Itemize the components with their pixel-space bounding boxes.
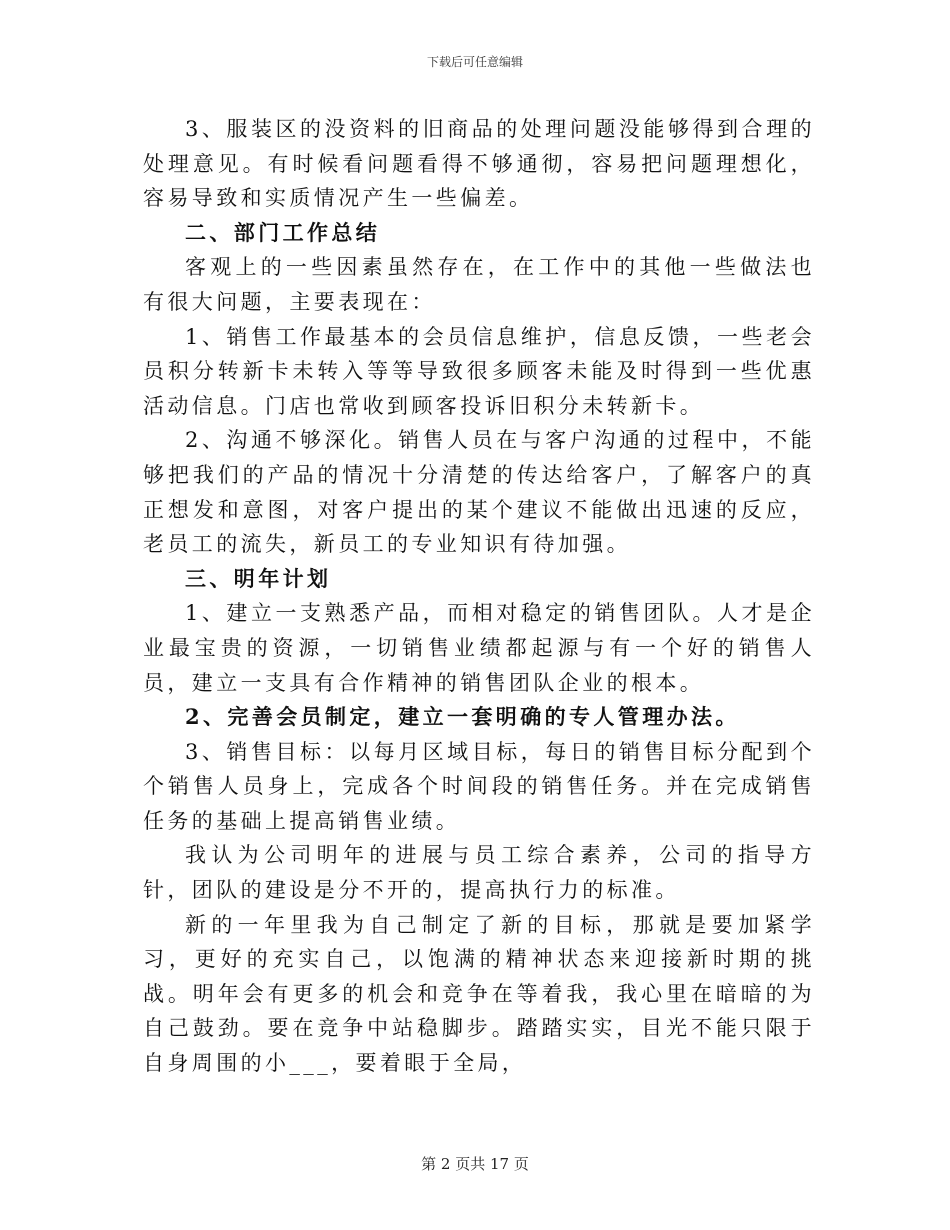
- paragraph-communication: 2、沟通不够深化。销售人员在与客户沟通的过程中，不能够把我们的产品的情况十分清楚的传达给客户，了解客户的真正想发和意图，对客户提出的某个建议不能做出迅速的反应，老员工的流失，新员工的专业知识有待加强。: [143, 428, 815, 557]
- page-footer: 第 2 页共 17 页: [421, 1155, 529, 1173]
- page-header: 下载后可任意编辑: [426, 55, 523, 69]
- paragraph-objective-factors: 客观上的一些因素虽然存在，在工作中的其他一些做法也有很大问题，主要表现在：: [143, 255, 815, 314]
- paragraph-sales-team: 1、建立一支熟悉产品，而相对稳定的销售团队。人才是企业最宝贵的资源，一切销售业绩都起源与有一个好的销售人员，建立一支具有合作精神的销售团队企业的根本。: [143, 601, 815, 695]
- paragraph-company-development: 我认为公司明年的进展与员工综合素养，公司的指导方针，团队的建设是分不开的，提高执行力的标准。: [143, 843, 815, 903]
- paragraph-clothing-issue: 3、服装区的没资料的旧商品的处理问题没能够得到合理的处理意见。有时候看问题看得不够通彻，容易把问题理想化，容易导致和实质情况产生一些偏差。: [143, 117, 815, 211]
- section-heading-next-year-plan: 三、明年计划: [185, 565, 332, 591]
- section-heading-department-summary: 二、部门工作总结: [185, 219, 381, 245]
- paragraph-membership-system: 2、完善会员制定，建立一套明确的专人管理办法。: [185, 704, 740, 730]
- paragraph-sales-target: 3、销售目标：以每月区域目标，每日的销售目标分配到个个销售人员身上，完成各个时间段的销售任务。并在完成销售任务的基础上提高销售业绩。: [143, 739, 815, 833]
- paragraph-member-info: 1、销售工作最基本的会员信息维护，信息反馈，一些老会员积分转新卡未转入等等导致很多顾客未能及时得到一些优惠活动信息。门店也常收到顾客投诉旧积分未转新卡。: [143, 324, 815, 418]
- document-body: [143, 112, 815, 1081]
- paragraph-new-year-goals: 新的一年里我为自己制定了新的目标，那就是要加紧学习，更好的充实自己，以饱满的精神状态来迎接新时期的挑战。明年会有更多的机会和竞争在等着我，我心里在暗暗的为自己鼓劲。要在竞争中站稳脚步。踏踏实实，目光不能只限于自身周围的小___，要着眼于全局，: [143, 912, 815, 1076]
